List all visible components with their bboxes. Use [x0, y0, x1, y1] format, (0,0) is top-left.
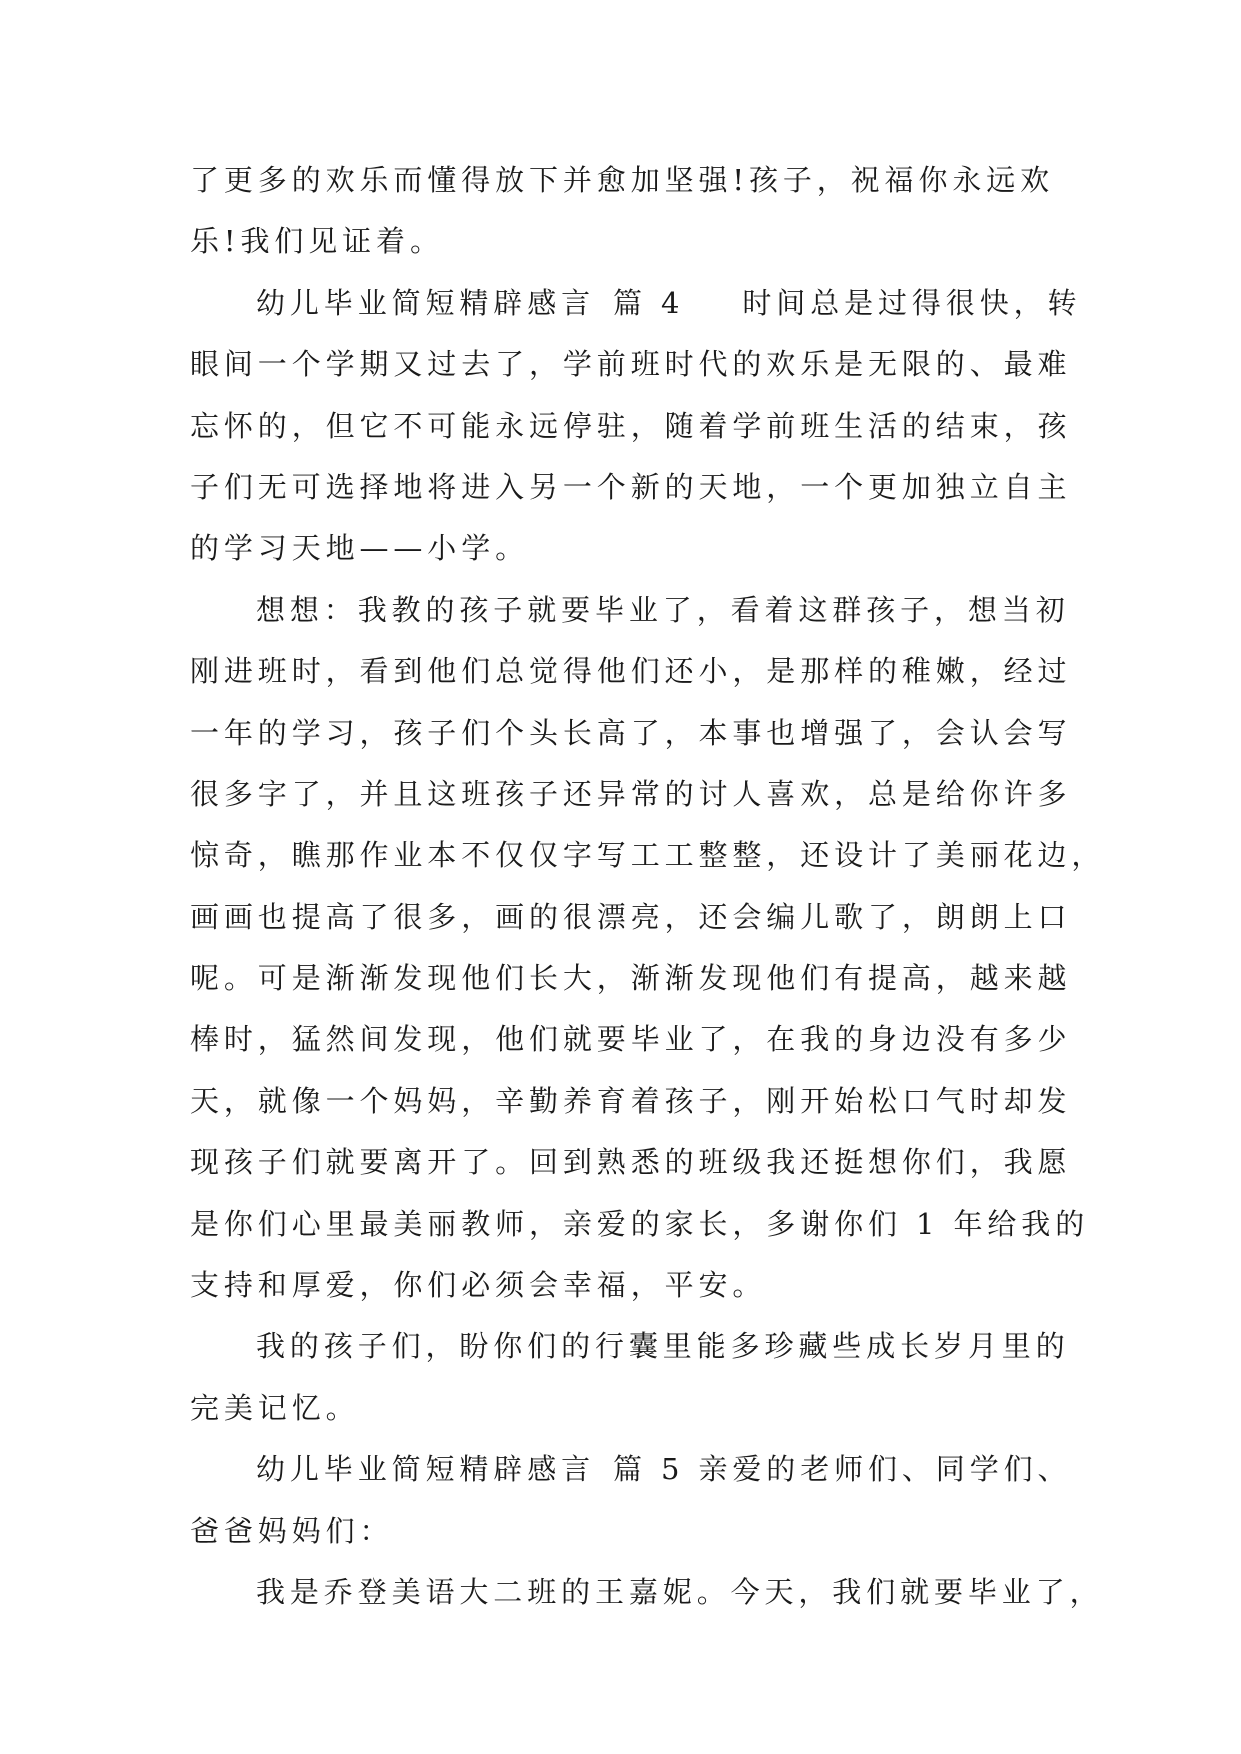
section-heading-4 — [190, 273, 1082, 334]
text-line: 爸爸妈妈们： — [190, 1513, 394, 1548]
section-heading-5 — [190, 1439, 1072, 1500]
text-line: 呢。可是渐渐发现他们长大，渐渐发现他们有提高，越来越 — [190, 961, 1072, 996]
text-line: 我是乔登美语大二班的王嘉妮。今天，我们就要毕业了， — [256, 1574, 1104, 1609]
text-line: 天，就像一个妈妈，辛勤养育着孩子，刚开始松口气时却发 — [190, 1083, 1072, 1118]
heading-number: 篇 4 — [613, 285, 685, 320]
text-line: 眼间一个学期又过去了，学前班时代的欢乐是无限的、最难 — [190, 347, 1072, 382]
text-segment: 时间总是过得很快，转 — [742, 285, 1082, 320]
text-line: 子们无可选择地将进入另一个新的天地，一个更加独立自主 — [190, 469, 1072, 504]
text-line: 棒时，猛然间发现，他们就要毕业了，在我的身边没有多少 — [190, 1022, 1072, 1057]
heading-title: 幼儿毕业简短精辟感言 — [256, 285, 596, 320]
text-line: 现孩子们就要离开了。回到熟悉的班级我还挺想你们，我愿 — [190, 1145, 1072, 1180]
heading-title: 幼儿毕业简短精辟感言 — [256, 1452, 596, 1487]
text-line: 刚进班时，看到他们总觉得他们还小，是那样的稚嫩，经过 — [190, 654, 1072, 689]
text-line: 惊奇，瞧那作业本不仅仅字写工工整整，还设计了美丽花边， — [190, 838, 1106, 873]
text-segment: 篇 5 亲爱的老师们、同学们、 — [613, 1452, 1072, 1487]
text-line: 我的孩子们，盼你们的行囊里能多珍藏些成长岁月里的 — [256, 1329, 1070, 1364]
text-line: 的学习天地——小学。 — [190, 531, 530, 566]
text-line: 支持和厚爱，你们必须会幸福，平安。 — [190, 1268, 767, 1303]
text-line: 画画也提高了很多，画的很漂亮，还会编儿歌了，朗朗上口 — [190, 899, 1072, 934]
text-line: 一年的学习，孩子们个头长高了，本事也增强了，会认会写 — [190, 715, 1072, 750]
text-line: 了更多的欢乐而懂得放下并愈加坚强!孩子，祝福你永远欢 — [190, 163, 1055, 197]
text-line: 是你们心里最美丽教师，亲爱的家长，多谢你们 1 年给我的 — [190, 1206, 1090, 1241]
document-page — [190, 150, 1106, 1623]
text-line: 忘怀的，但它不可能永远停驻，随着学前班生活的结束，孩 — [190, 408, 1072, 443]
text-line: 完美记忆。 — [190, 1390, 360, 1425]
text-line: 乐!我们见证着。 — [190, 224, 444, 259]
text-line: 很多字了，并且这班孩子还异常的讨人喜欢，总是给你许多 — [190, 776, 1072, 811]
text-line: 想想：我教的孩子就要毕业了，看着这群孩子，想当初 — [256, 592, 1070, 627]
